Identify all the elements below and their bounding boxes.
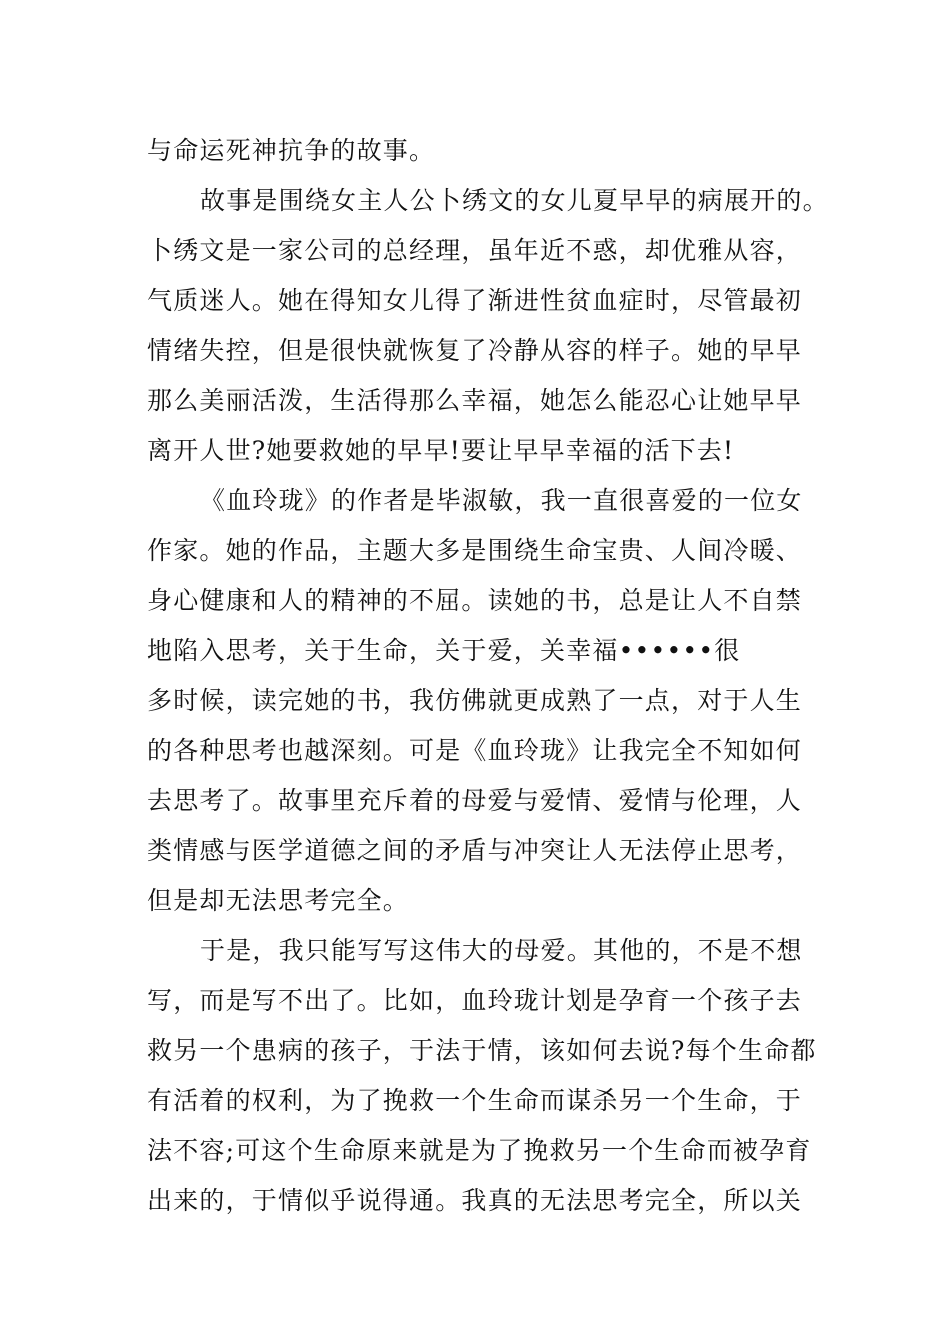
paragraph-story-summary <box>147 176 829 476</box>
paragraph-continuation <box>147 126 812 176</box>
text-line: 情绪失控，但是很快就恢复了冷静从容的样子。她的早早 <box>147 336 803 365</box>
text-line: 《血玲珑》的作者是毕淑敏，我一直很喜爱的一位女 <box>200 486 803 515</box>
text-line: 去思考了。故事里充斥着的母爱与爱情、爱情与伦理，人 <box>147 786 803 815</box>
text-line: 气质迷人。她在得知女儿得了渐进性贫血症时，尽管最初 <box>147 286 803 315</box>
text-line: 写，而是写不出了。比如，血玲珑计划是孕育一个孩子去 <box>147 986 803 1015</box>
text-line: 于是，我只能写写这伟大的母爱。其他的，不是不想 <box>200 936 803 965</box>
document-body <box>147 126 829 1226</box>
text-line: 的各种思考也越深刻。可是《血玲珑》让我完全不知如何 <box>147 736 803 765</box>
text-line: 那么美丽活泼，生活得那么幸福，她怎么能忍心让她早早 <box>147 386 803 415</box>
text-line: 救另一个患病的孩子，于法于情，该如何去说?每个生命都 <box>147 1036 817 1065</box>
text-line: 与命运死神抗争的故事。 <box>147 136 436 165</box>
text-line: 作家。她的作品，主题大多是围绕生命宝贵、人间冷暖、 <box>147 536 803 565</box>
text-line: 法不容;可这个生命原来就是为了挽救另一个生命而被孕育 <box>147 1136 812 1165</box>
paragraph-about-author <box>147 476 812 926</box>
text-line: 故事是围绕女主人公卜绣文的女儿夏早早的病展开的。 <box>200 186 829 215</box>
text-line: 类情感与医学道德之间的矛盾与冲突让人无法停止思考， <box>147 836 803 865</box>
text-line: 但是却无法思考完全。 <box>147 886 410 915</box>
paragraph-reflection <box>147 926 817 1226</box>
text-line: 地陷入思考，关于生命，关于爱，关幸福••••••很 <box>147 636 741 665</box>
text-line: 多时候，读完她的书，我仿佛就更成熟了一点，对于人生 <box>147 686 803 715</box>
text-line: 卜绣文是一家公司的总经理，虽年近不惑，却优雅从容， <box>147 236 803 265</box>
text-line: 出来的，于情似乎说得通。我真的无法思考完全，所以关 <box>147 1186 803 1215</box>
text-line: 有活着的权利，为了挽救一个生命而谋杀另一个生命，于 <box>147 1086 803 1115</box>
text-line: 身心健康和人的精神的不屈。读她的书，总是让人不自禁 <box>147 586 803 615</box>
text-line: 离开人世?她要救她的早早!要让早早幸福的活下去! <box>147 436 735 465</box>
